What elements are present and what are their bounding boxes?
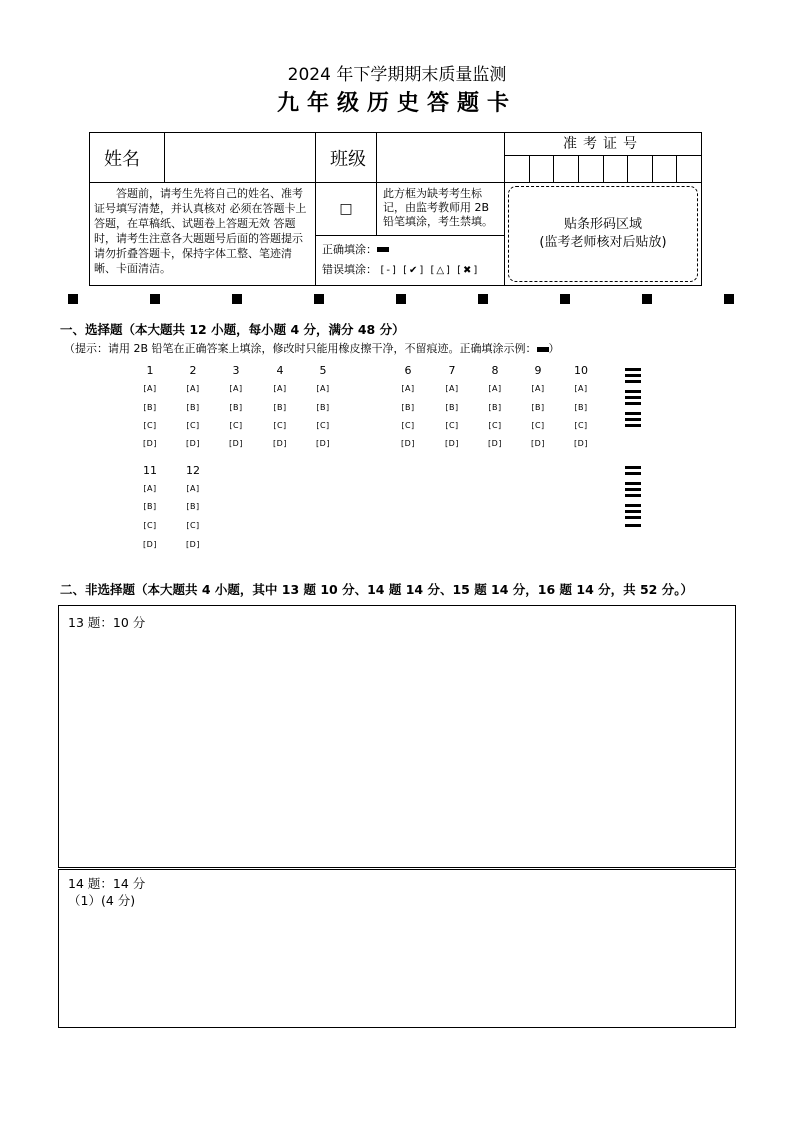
correct-fill-sample	[377, 247, 389, 252]
option-a[interactable]: [A]	[273, 384, 287, 393]
q13-label: 13 题：10 分	[68, 615, 146, 630]
instructions-text: 答题前，请考生先将自己的姓名、准考证号填写清楚，并认真核对 必须在答题卡上答题，在草稿纸、试题卷上答题无效 答题时，请考生注意各大题题号后面的答题提示 请勿折叠答题卡，保持字体工整、笔迹清晰、卡面清洁。	[90, 183, 316, 286]
timing-mark	[625, 424, 641, 427]
option-a[interactable]: [A]	[445, 384, 459, 393]
question-number: 11	[143, 464, 157, 477]
option-c[interactable]: [C]	[229, 421, 243, 430]
option-d[interactable]: [D]	[445, 439, 459, 448]
timing-mark	[625, 510, 641, 513]
class-label: 班级	[316, 133, 377, 183]
option-a[interactable]: [A]	[229, 384, 243, 393]
option-d[interactable]: [D]	[488, 439, 502, 448]
q14-part1-label: （1）(4 分)	[68, 893, 136, 908]
option-b[interactable]: [B]	[229, 403, 243, 412]
option-b[interactable]: [B]	[488, 403, 502, 412]
section1-hint-text: （提示：请用 2B 铅笔在正确答案上填涂，修改时只能用橡皮擦干净，不留痕迹。正确填涂示例：	[64, 342, 537, 355]
timing-mark	[625, 488, 641, 491]
question-number: 9	[534, 364, 542, 377]
option-b[interactable]: [B]	[574, 403, 588, 412]
alignment-mark	[150, 294, 160, 304]
question-number: 7	[448, 364, 456, 377]
option-c[interactable]: [C]	[143, 521, 157, 530]
question-number: 2	[189, 364, 197, 377]
wrong-fill-samples: [-] [✔] [△] [✖]	[380, 264, 480, 276]
option-a[interactable]: [A]	[488, 384, 502, 393]
option-b[interactable]: [B]	[143, 502, 157, 511]
name-label: 姓名	[90, 133, 165, 183]
option-a[interactable]: [A]	[186, 384, 200, 393]
option-b[interactable]: [B]	[445, 403, 459, 412]
card-title: 九年级历史答题卡	[276, 91, 517, 116]
question-number: 5	[319, 364, 327, 377]
option-d[interactable]: [D]	[229, 439, 243, 448]
ticket-number-cell	[505, 133, 702, 183]
class-field[interactable]	[377, 133, 505, 183]
option-c[interactable]: [C]	[445, 421, 459, 430]
question-number: 12	[186, 464, 200, 477]
correct-fill-label: 正确填涂：	[322, 242, 377, 256]
alignment-mark	[314, 294, 324, 304]
alignment-mark	[560, 294, 570, 304]
option-b[interactable]: [B]	[273, 403, 287, 412]
answer-box-q13[interactable]	[58, 605, 736, 868]
timing-mark	[625, 368, 641, 371]
section1-hint	[64, 340, 560, 356]
option-c[interactable]: [C]	[401, 421, 415, 430]
timing-mark	[625, 504, 641, 507]
exam-title: 2024 年下学期期末质量监测	[287, 65, 507, 85]
option-c[interactable]: [C]	[531, 421, 545, 430]
option-a[interactable]: [A]	[531, 384, 545, 393]
option-c[interactable]: [C]	[186, 421, 200, 430]
barcode-cell	[505, 183, 702, 286]
option-d[interactable]: [D]	[143, 540, 157, 549]
timing-mark	[625, 524, 641, 527]
option-a[interactable]: [A]	[143, 484, 157, 493]
barcode-area	[508, 186, 698, 282]
question-number: 10	[574, 364, 588, 377]
timing-mark	[625, 402, 641, 405]
option-d[interactable]: [D]	[143, 439, 157, 448]
option-b[interactable]: [B]	[186, 502, 200, 511]
candidate-info-table	[89, 132, 702, 286]
timing-mark	[625, 494, 641, 497]
section1-title: 一、选择题（本大题共 12 小题，每小题 4 分，满分 48 分）	[60, 322, 405, 337]
timing-mark	[625, 418, 641, 421]
option-d[interactable]: [D]	[531, 439, 545, 448]
option-b[interactable]: [B]	[531, 403, 545, 412]
absent-note: 此方框为缺考考生标记，由监考教师用 2B 铅笔填涂，考生禁填。	[377, 183, 505, 236]
option-c[interactable]: [C]	[273, 421, 287, 430]
absent-checkbox[interactable]: □	[316, 183, 377, 236]
timing-mark	[625, 472, 641, 475]
ticket-number-label: 准考证号	[563, 136, 643, 152]
option-d[interactable]: [D]	[186, 439, 200, 448]
option-b[interactable]: [B]	[316, 403, 330, 412]
question-number: 4	[276, 364, 284, 377]
timing-mark	[625, 374, 641, 377]
timing-mark	[625, 390, 641, 393]
q14-label: 14 题：14 分	[68, 876, 146, 891]
option-c[interactable]: [C]	[488, 421, 502, 430]
option-b[interactable]: [B]	[143, 403, 157, 412]
option-d[interactable]: [D]	[316, 439, 330, 448]
alignment-mark	[68, 294, 78, 304]
option-b[interactable]: [B]	[186, 403, 200, 412]
option-a[interactable]: [A]	[574, 384, 588, 393]
timing-mark	[625, 380, 641, 383]
barcode-label: 贴条形码区域	[563, 217, 642, 232]
question-number: 6	[404, 364, 412, 377]
option-c[interactable]: [C]	[186, 521, 200, 530]
name-field[interactable]	[165, 133, 316, 183]
question-number: 1	[146, 364, 154, 377]
option-a[interactable]: [A]	[186, 484, 200, 493]
answer-box-q14[interactable]	[58, 869, 736, 1028]
alignment-mark	[232, 294, 242, 304]
option-d[interactable]: [D]	[186, 540, 200, 549]
timing-mark	[625, 412, 641, 415]
option-a[interactable]: [A]	[401, 384, 415, 393]
fill-examples	[316, 235, 505, 286]
question-number: 3	[232, 364, 240, 377]
timing-mark	[625, 516, 641, 519]
hint-fill-sample	[537, 347, 549, 352]
option-d[interactable]: [D]	[273, 439, 287, 448]
alignment-mark	[478, 294, 488, 304]
alignment-mark	[396, 294, 406, 304]
question-number: 8	[491, 364, 499, 377]
ticket-number-boxes[interactable]	[505, 155, 701, 182]
option-a[interactable]: [A]	[316, 384, 330, 393]
timing-mark	[625, 466, 641, 469]
timing-mark	[625, 482, 641, 485]
barcode-note: (监考老师核对后贴放)	[539, 235, 667, 250]
option-d[interactable]: [D]	[401, 439, 415, 448]
alignment-mark	[724, 294, 734, 304]
option-c[interactable]: [C]	[316, 421, 330, 430]
timing-mark	[625, 396, 641, 399]
wrong-fill-label: 错误填涂：	[322, 262, 377, 276]
section2-title: 二、非选择题（本大题共 4 小题，其中 13 题 10 分、14 题 14 分、15 题 14 分，16 题 14 分，共 52 分。）	[60, 582, 693, 597]
option-a[interactable]: [A]	[143, 384, 157, 393]
option-d[interactable]: [D]	[574, 439, 588, 448]
section1-hint-end: ）	[548, 342, 560, 355]
option-c[interactable]: [C]	[143, 421, 157, 430]
option-b[interactable]: [B]	[401, 403, 415, 412]
alignment-mark	[642, 294, 652, 304]
option-c[interactable]: [C]	[574, 421, 588, 430]
